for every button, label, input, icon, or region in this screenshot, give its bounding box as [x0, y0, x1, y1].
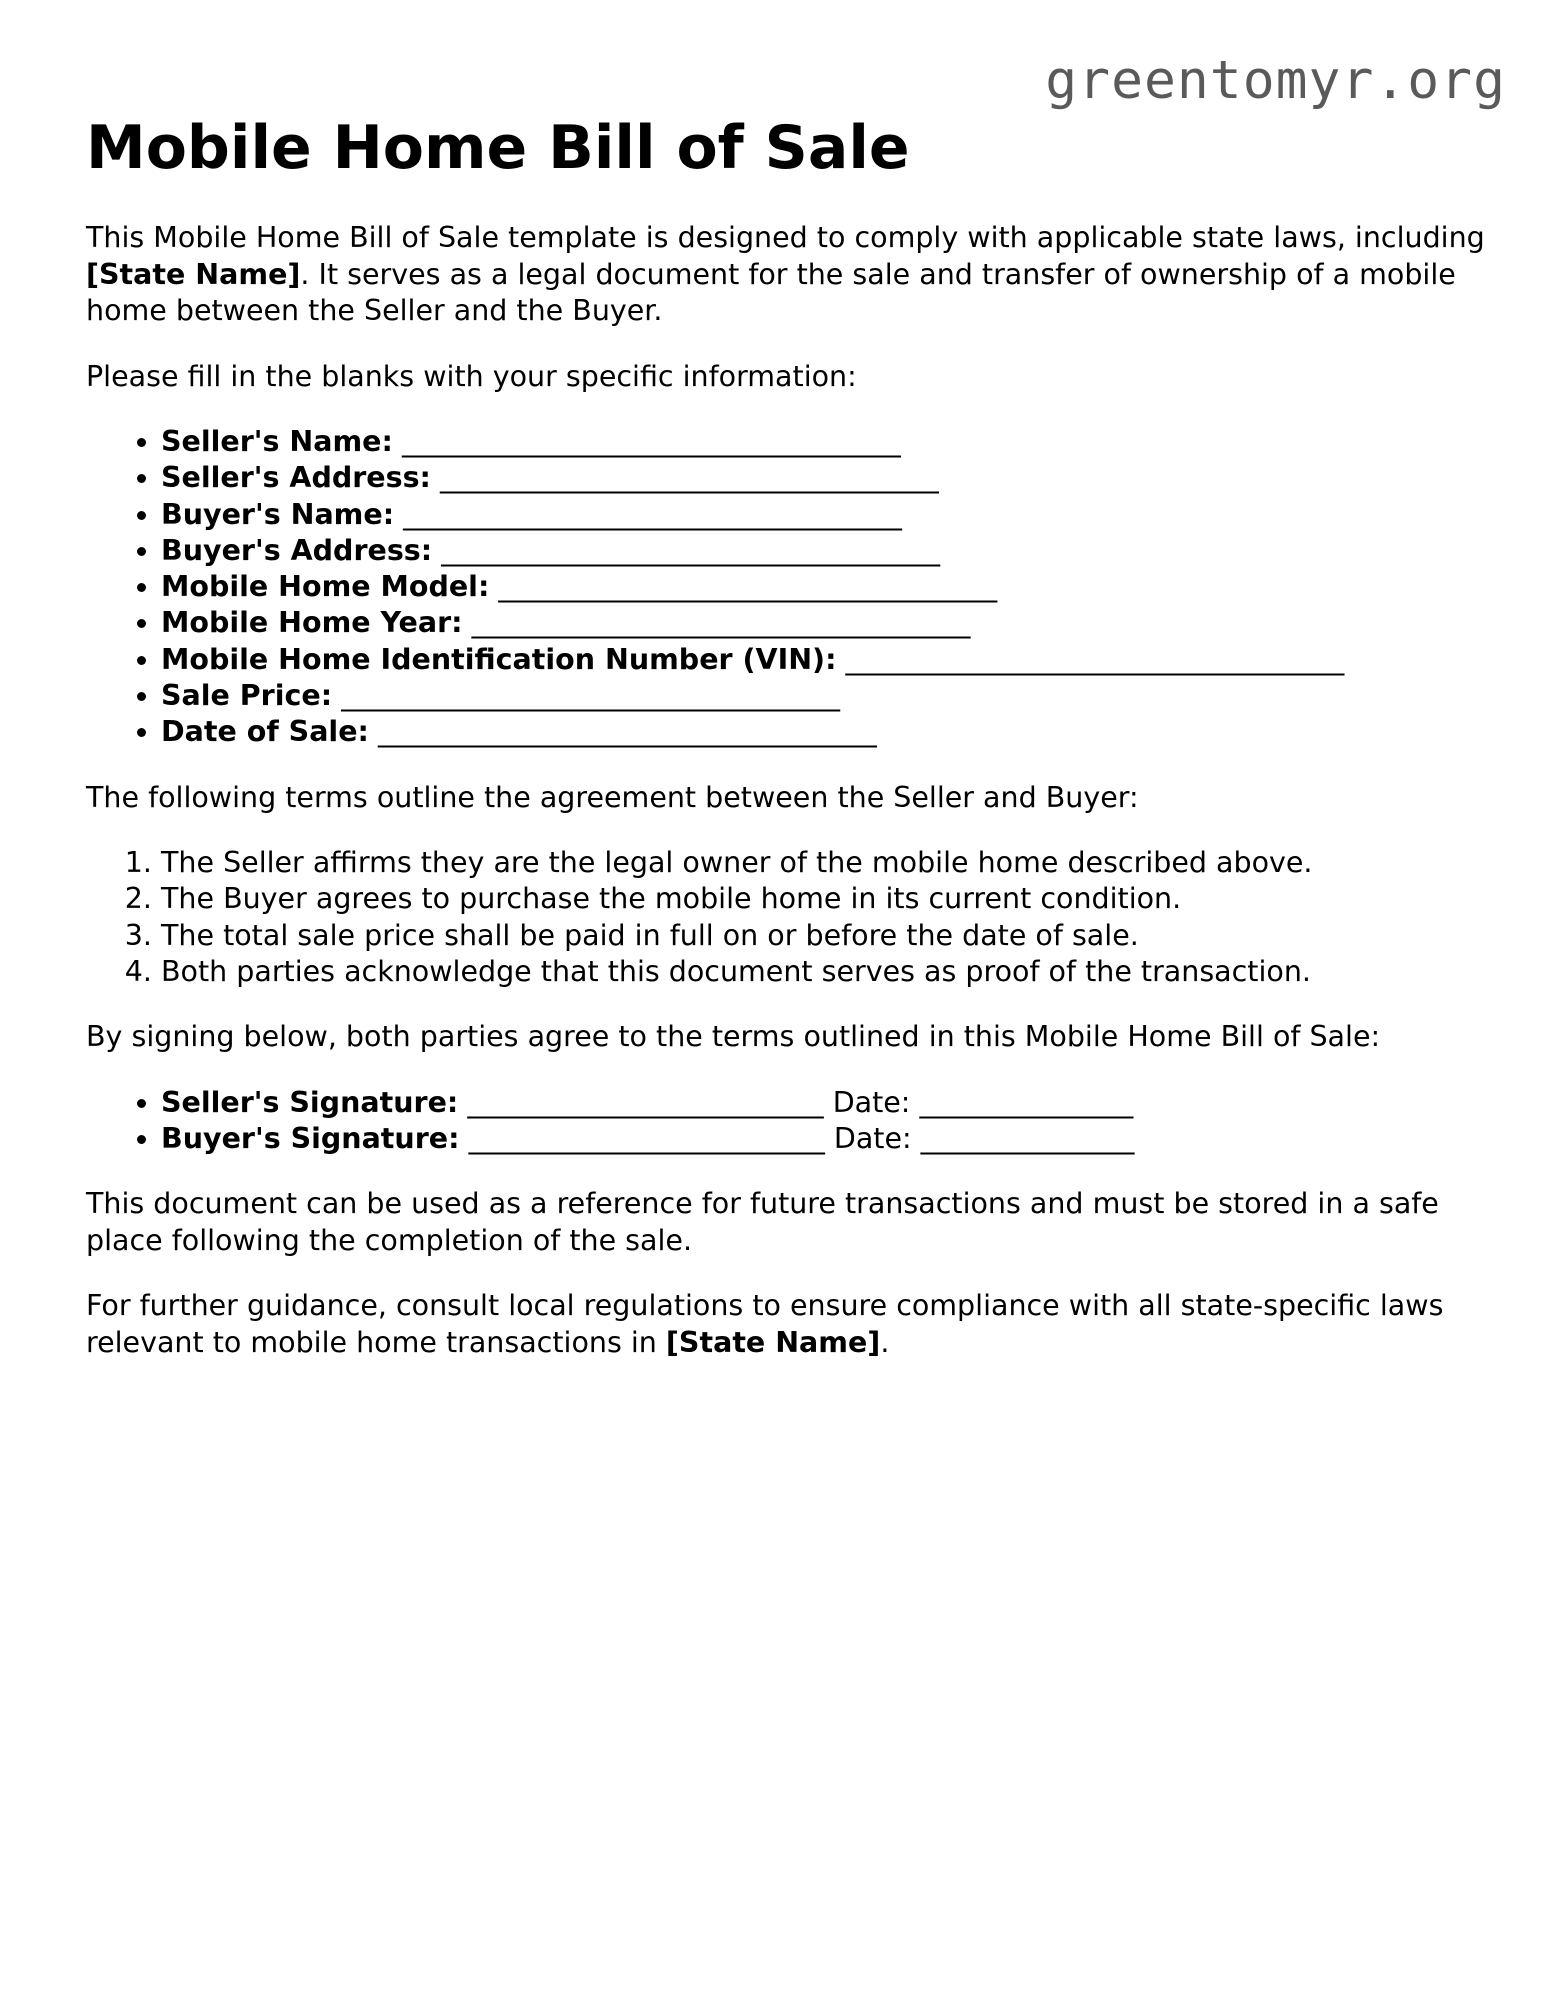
- storage-note: This document can be used as a reference for future transactions and must be stored in a safe place following the completion of the sale.: [86, 1187, 1439, 1257]
- field-sale-price: [161, 678, 1506, 714]
- guidance-text-before: For further guidance, consult local regulations to ensure compliance with all state-specific laws relevant to mobile home transactions in: [86, 1289, 1444, 1359]
- fields-list: [86, 424, 1506, 751]
- page-title: Mobile Home Bill of Sale: [86, 113, 910, 183]
- signature-blank[interactable]: _________________________: [467, 1085, 824, 1119]
- watermark: greentomyr.org: [1045, 50, 1506, 111]
- field-blank[interactable]: ___________________________________: [341, 679, 840, 713]
- term-item: 2. The Buyer agrees to purchase the mobile home in its current condition.: [161, 881, 1506, 917]
- field-blank[interactable]: ___________________________________: [403, 497, 902, 531]
- date-blank[interactable]: _______________: [919, 1085, 1134, 1119]
- field-buyers-address: [161, 533, 1506, 569]
- document-body: [86, 108, 1506, 1361]
- terms-intro: The following terms outline the agreement between the Seller and Buyer:: [86, 780, 1139, 814]
- state-name-placeholder: [State Name]: [86, 257, 301, 291]
- field-label: Date of Sale:: [161, 715, 369, 749]
- field-label: Seller's Address:: [161, 461, 431, 495]
- intro-text-after: . It serves as a legal document for the sale and transfer of ownership of a mobile home between the Seller and the Buyer.: [86, 257, 1456, 327]
- field-sellers-address: [161, 460, 1506, 496]
- field-blank[interactable]: ___________________________________: [440, 461, 939, 495]
- field-label: Mobile Home Model:: [161, 570, 490, 604]
- seller-signature-line: [161, 1085, 1506, 1121]
- signatures-list: [86, 1085, 1506, 1158]
- field-vin: [161, 642, 1506, 678]
- field-label: Buyer's Name:: [161, 497, 395, 531]
- state-name-placeholder: [State Name]: [665, 1325, 881, 1359]
- signature-label: Buyer's Signature:: [161, 1122, 460, 1156]
- field-sellers-name: [161, 424, 1506, 460]
- term-item: 1. The Seller affirms they are the legal owner of the mobile home described above.: [161, 845, 1506, 881]
- field-blank[interactable]: ___________________________________: [441, 533, 940, 567]
- field-label: Sale Price:: [161, 679, 333, 713]
- term-item: 3. The total sale price shall be paid in full on or before the date of sale.: [161, 918, 1506, 954]
- field-mobile-home-year: [161, 605, 1506, 641]
- guidance-text-after: .: [880, 1325, 890, 1359]
- field-buyers-name: [161, 497, 1506, 533]
- terms-list: [86, 845, 1506, 990]
- date-label: Date:: [832, 1085, 911, 1119]
- intro-text-before: This Mobile Home Bill of Sale template is designed to comply with applicable state laws, including: [86, 221, 1485, 254]
- field-blank[interactable]: ___________________________________: [471, 606, 971, 640]
- guidance-paragraph: [86, 1288, 1506, 1361]
- fill-prompt: Please fill in the blanks with your specific information:: [86, 359, 857, 393]
- term-item: 4. Both parties acknowledge that this document serves as proof of the transaction.: [161, 954, 1506, 990]
- field-blank[interactable]: ___________________________________: [377, 715, 877, 749]
- signature-label: Seller's Signature:: [161, 1085, 459, 1119]
- signing-intro: By signing below, both parties agree to the terms outlined in this Mobile Home Bill of Sale:: [86, 1020, 1381, 1054]
- field-blank[interactable]: ___________________________________: [401, 425, 901, 458]
- field-date-of-sale: [161, 714, 1506, 750]
- field-mobile-home-model: [161, 569, 1506, 605]
- intro-paragraph: [86, 220, 1506, 330]
- field-label: Buyer's Address:: [161, 533, 433, 567]
- buyer-signature-line: [161, 1121, 1506, 1157]
- field-blank[interactable]: ___________________________________: [498, 570, 998, 604]
- field-label: Mobile Home Identification Number (VIN):: [161, 642, 837, 676]
- date-blank[interactable]: _______________: [920, 1122, 1135, 1156]
- signature-blank[interactable]: _________________________: [468, 1122, 825, 1156]
- field-label: Mobile Home Year:: [161, 606, 463, 640]
- date-label: Date:: [833, 1122, 912, 1156]
- field-blank[interactable]: ___________________________________: [845, 642, 1345, 676]
- field-label: Seller's Name:: [161, 425, 393, 458]
